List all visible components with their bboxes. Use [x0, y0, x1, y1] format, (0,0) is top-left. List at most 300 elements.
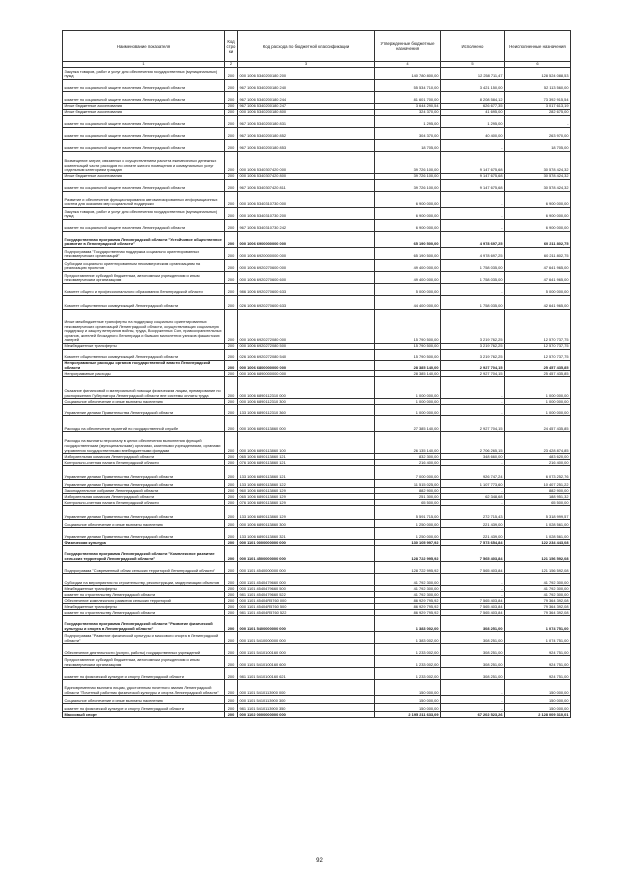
row-line-code: 200 [225, 454, 238, 460]
row-executed: 926 747,24 [441, 466, 505, 480]
row-executed: - [441, 592, 505, 598]
table-row [63, 520, 571, 528]
row-executed: 221 439,00 [441, 528, 505, 540]
row-executed: - [441, 460, 505, 466]
row-remaining: 6 900 000,00 [505, 208, 571, 220]
row-line-code: 200 [225, 310, 238, 344]
table-row [63, 260, 571, 272]
row-approved: 130 105 997,92 [375, 540, 441, 546]
row-budget-code: 000 1101 5410100160 600 [238, 656, 375, 668]
row-remaining: 1 028 561,00 [505, 520, 571, 528]
row-remaining: 79 364 392,08 [505, 610, 571, 616]
table-row [63, 192, 571, 208]
row-executed: 308 251,00 [441, 632, 505, 644]
header-row [63, 31, 571, 62]
page-number: 92 [316, 858, 323, 864]
row-executed: 2 927 704,15 [441, 416, 505, 432]
row-executed: - [441, 140, 505, 152]
row-line-code: 200 [225, 174, 238, 180]
row-executed: 308 251,00 [441, 616, 505, 632]
row-approved: 86 929 795,92 [375, 598, 441, 604]
table-row [63, 405, 571, 416]
row-name: Закупка товаров, работ и услуг для обеспечения государственных (муниципальных) нужд [63, 208, 225, 220]
table-row [63, 208, 571, 220]
row-line-code: 200 [225, 260, 238, 272]
table-row [63, 232, 571, 248]
row-approved: 86 929 795,92 [375, 610, 441, 616]
row-line-code: 200 [225, 371, 238, 377]
row-remaining: 52 113 560,00 [505, 80, 571, 92]
row-budget-code: 000 1102 0000000000 000 [238, 712, 375, 718]
row-name: Социальное обеспечение и иные выплаты населению [63, 696, 225, 704]
row-name: Массовый спорт [63, 712, 225, 718]
row-budget-code: 026 1006 6920270600 633 [238, 296, 375, 310]
row-line-code: 200 [225, 110, 238, 116]
row-remaining: 216 400,00 [505, 460, 571, 466]
col-index: 5 [441, 62, 505, 68]
table-row [63, 350, 571, 361]
row-name: Межбюджетные трансферты [63, 586, 225, 592]
row-budget-code: 000 1006 6920000000 000 [238, 248, 375, 260]
row-name: Оказание финансовой и материальной помощи физическим лицам, премирование по распоряжению Губернатора Ленинградской области вне системы оплаты труда [63, 377, 225, 399]
row-remaining: 924 751,00 [505, 644, 571, 656]
row-name: Законодательное собрание Ленинградской области [63, 488, 225, 494]
row-approved: 324 370,00 [375, 110, 441, 116]
row-remaining: 30 578 424,32 [505, 152, 571, 174]
row-line-code: 200 [225, 500, 238, 506]
row-remaining: 121 156 592,08 [505, 546, 571, 562]
row-line-code: 200 [225, 680, 238, 696]
row-budget-code: 000 1006 5340200180 200 [238, 68, 375, 80]
row-name: Комитет общественных коммуникаций Ленинградской области [63, 296, 225, 310]
row-executed: 67 202 523,26 [441, 712, 505, 718]
row-name: комитет по социальной защите населения Ленинградской области [63, 80, 225, 92]
row-budget-code: 000 1101 0000000000 000 [238, 540, 375, 546]
table-row [63, 220, 571, 232]
table-row [63, 704, 571, 712]
row-remaining: 1 074 751,00 [505, 616, 571, 632]
row-executed: - [441, 500, 505, 506]
row-line-code: 200 [225, 574, 238, 586]
row-approved: 216 400,00 [375, 460, 441, 466]
row-remaining: 6 073 252,76 [505, 466, 571, 480]
row-remaining: 5 000 000,00 [505, 284, 571, 296]
row-name: Возмещение затрат, связанных с осуществлением расчета ежемесячных денежных компенсаций части расходов по оплате жилого помещения и коммунальных услуг отдельным категориям граждан [63, 152, 225, 174]
table-row [63, 696, 571, 704]
row-executed: - [441, 284, 505, 296]
table-row [63, 644, 571, 656]
table-row [63, 562, 571, 574]
row-executed: 9 147 675,68 [441, 152, 505, 174]
row-executed: 308 251,00 [441, 668, 505, 680]
row-name: комитет по социальной защите населения Ленинградской области [63, 180, 225, 192]
row-remaining: 79 364 392,08 [505, 604, 571, 610]
row-executed: 2 927 704,15 [441, 371, 505, 377]
row-remaining: 30 578 424,32 [505, 174, 571, 180]
row-approved: 15 790 500,00 [375, 350, 441, 361]
row-line-code: 200 [225, 610, 238, 616]
row-budget-code: 000 1006 6890113860 300 [238, 520, 375, 528]
row-remaining: 30 578 424,32 [505, 180, 571, 192]
row-approved: 304 370,00 [375, 128, 441, 140]
row-remaining: 1 000 000,00 [505, 405, 571, 416]
row-budget-code: 000 1006 5340200180 800 [238, 110, 375, 116]
row-line-code: 200 [225, 540, 238, 546]
row-name: Контрольно-счетная палата Ленинградской области [63, 460, 225, 466]
row-line-code: 200 [225, 586, 238, 592]
row-line-code: 200 [225, 416, 238, 432]
row-name: комитет по строительству Ленинградской области [63, 592, 225, 598]
row-executed: - [441, 696, 505, 704]
row-remaining: 5 318 999,57 [505, 506, 571, 520]
row-budget-code: 000 1006 6900000000 000 [238, 232, 375, 248]
row-executed: - [441, 377, 505, 399]
row-budget-code: 000 1101 5410113900 300 [238, 696, 375, 704]
row-remaining: 25 457 435,85 [505, 361, 571, 371]
row-name: Расходы на выплаты персоналу в целях обеспечения выполнения функций государственными (муниципальными) органами, казенными учреждениями, органами управления государственными внебюджетными фондами [63, 432, 225, 454]
row-approved: 1 000 000,00 [375, 377, 441, 399]
row-remaining: 1 000 000,00 [505, 399, 571, 405]
row-name: Управление делами Правительства Ленинградской области [63, 405, 225, 416]
row-budget-code: 000 1006 6920270600 000 [238, 260, 375, 272]
row-line-code: 200 [225, 405, 238, 416]
row-remaining: 188 951,32 [505, 494, 571, 500]
row-budget-code: 960 1006 6890113860 129 [238, 488, 375, 494]
row-executed: - [441, 704, 505, 712]
row-budget-code: 065 1006 6890113860 121 [238, 454, 375, 460]
row-executed: 12 258 711,47 [441, 68, 505, 80]
row-executed: 3 421 150,00 [441, 80, 505, 92]
row-line-code: 200 [225, 284, 238, 296]
header-remaining: Неисполненные назначения [505, 31, 571, 62]
row-executed: 7 573 654,84 [441, 540, 505, 546]
row-remaining: 6 900 000,00 [505, 192, 571, 208]
row-executed: - [441, 488, 505, 494]
table-row [63, 546, 571, 562]
row-budget-code: 000 1006 5340310730 000 [238, 192, 375, 208]
row-line-code: 200 [225, 361, 238, 371]
table-row [63, 680, 571, 696]
row-line-code: 200 [225, 399, 238, 405]
row-name: комитет по строительству Ленинградской области [63, 610, 225, 616]
row-name: комитет по социальной защите населения Ленинградской области [63, 116, 225, 128]
col-index: 6 [505, 62, 571, 68]
row-remaining: 150 000,00 [505, 680, 571, 696]
row-remaining: 128 524 088,53 [505, 68, 571, 80]
table-row [63, 632, 571, 644]
table-row [63, 574, 571, 586]
row-budget-code: 967 1006 5340200180 853 [238, 140, 375, 152]
row-remaining: 10 407 251,22 [505, 480, 571, 488]
row-name: комитет по социальной защите населения Ленинградской области [63, 220, 225, 232]
row-budget-code: 000 1006 6800000000 000 [238, 361, 375, 371]
row-line-code: 200 [225, 192, 238, 208]
row-line-code: 200 [225, 80, 238, 92]
row-line-code: 200 [225, 232, 238, 248]
row-approved: 3 644 290,54 [375, 104, 441, 110]
row-budget-code: 000 1006 6890113860 100 [238, 432, 375, 454]
row-remaining: 924 751,00 [505, 668, 571, 680]
row-line-code: 200 [225, 598, 238, 604]
row-line-code: 200 [225, 480, 238, 488]
table-row [63, 248, 571, 260]
row-line-code: 200 [225, 632, 238, 644]
row-line-code: 200 [225, 616, 238, 632]
row-approved: 65 190 500,00 [375, 232, 441, 248]
row-line-code: 200 [225, 344, 238, 350]
row-approved: 128 722 995,92 [375, 546, 441, 562]
row-name: Физическая культура [63, 540, 225, 546]
row-name: Избирательная комиссия Ленинградской области [63, 454, 225, 460]
row-approved: 39 726 100,00 [375, 174, 441, 180]
row-executed: 2 927 704,15 [441, 361, 505, 371]
row-line-code: 200 [225, 704, 238, 712]
row-name: Непрограммные расходы [63, 371, 225, 377]
row-approved: 1 383 002,00 [375, 616, 441, 632]
row-line-code: 200 [225, 696, 238, 704]
row-name: комитет по физической культуре и спорту Ленинградской области [63, 704, 225, 712]
row-budget-code: 065 1006 6890113860 129 [238, 494, 375, 500]
row-executed: - [441, 574, 505, 586]
row-remaining: 121 156 592,08 [505, 562, 571, 574]
row-approved: 39 726 100,00 [375, 152, 441, 174]
col-index: 1 [63, 62, 225, 68]
table-row [63, 68, 571, 80]
row-line-code: 200 [225, 220, 238, 232]
row-line-code: 200 [225, 656, 238, 668]
row-remaining: 25 457 435,85 [505, 371, 571, 377]
row-name: Иные бюджетные ассигнования [63, 174, 225, 180]
row-remaining: 1 028 561,00 [505, 528, 571, 540]
row-line-code: 200 [225, 377, 238, 399]
row-budget-code: 000 1101 5400000000 000 [238, 616, 375, 632]
table-row [63, 152, 571, 174]
table-row [63, 92, 571, 104]
row-executed: - [441, 586, 505, 592]
row-name: Предоставление субсидий бюджетным, автономным учреждениям и иным некоммерческим организациям [63, 656, 225, 668]
row-budget-code: 000 1006 6890000000 000 [238, 371, 375, 377]
row-budget-code: 981 1101 45404R5760 522 [238, 610, 375, 616]
row-name: Иные бюджетные ассигнования [63, 110, 225, 116]
row-budget-code: 981 1101 5410100160 621 [238, 668, 375, 680]
row-remaining: 12 570 737,75 [505, 350, 571, 361]
row-name: Обеспечение комплексного развития сельских территорий [63, 598, 225, 604]
row-executed: 8 208 584,12 [441, 92, 505, 104]
row-approved: 5 591 715,00 [375, 506, 441, 520]
row-executed: 7 565 403,84 [441, 598, 505, 604]
row-name: Межбюджетные трансферты [63, 604, 225, 610]
row-approved: 1 250 000,00 [375, 520, 441, 528]
header-name: Наименование показателя [63, 31, 225, 62]
row-budget-code: 000 1101 5410000000 000 [238, 632, 375, 644]
row-name: комитет по физической культуре и спорту Ленинградской области [63, 668, 225, 680]
col-index: 4 [375, 62, 441, 68]
row-approved: 832 300,00 [375, 454, 441, 460]
row-remaining: 60 211 802,75 [505, 232, 571, 248]
row-executed: 7 565 403,84 [441, 562, 505, 574]
row-executed: 1 107 773,60 [441, 480, 505, 488]
row-approved: 11 515 025,00 [375, 480, 441, 488]
row-remaining: 1 000 000,00 [505, 377, 571, 399]
row-budget-code: 026 1006 6920272080 540 [238, 350, 375, 361]
table-row [63, 140, 571, 152]
row-approved: 81 601 700,00 [375, 92, 441, 104]
row-remaining: 263 970,00 [505, 128, 571, 140]
row-executed: 7 565 403,84 [441, 610, 505, 616]
row-executed: 1 295,00 [441, 116, 505, 128]
row-approved: 39 726 100,00 [375, 180, 441, 192]
row-approved: 44 400 000,00 [375, 296, 441, 310]
row-budget-code: 076 1006 6890113860 129 [238, 500, 375, 506]
row-name: Государственная программа Ленинградской области "Развитие физической культуры и спорта в Ленинградской области" [63, 616, 225, 632]
row-remaining: 3 017 613,19 [505, 104, 571, 110]
row-name: Государственная программа Ленинградской области "Комплексное развитие сельских территорий Ленинградской области" [63, 546, 225, 562]
row-line-code: 200 [225, 140, 238, 152]
row-approved: 1 233 002,00 [375, 668, 441, 680]
row-budget-code: 000 1101 4540000000 000 [238, 562, 375, 574]
table-row [63, 80, 571, 92]
row-line-code: 200 [225, 466, 238, 480]
row-line-code: 200 [225, 644, 238, 656]
row-executed: 41 695,00 [441, 110, 505, 116]
row-executed: 221 439,00 [441, 520, 505, 528]
row-line-code: 200 [225, 520, 238, 528]
row-line-code: 200 [225, 350, 238, 361]
row-executed: 9 147 675,68 [441, 180, 505, 192]
row-budget-code: 967 1006 5340310730 242 [238, 220, 375, 232]
row-approved: 882 900,00 [375, 488, 441, 494]
table-row [63, 310, 571, 344]
table-row [63, 296, 571, 310]
row-remaining: 6 900 000,00 [505, 220, 571, 232]
row-executed: - [441, 405, 505, 416]
row-name: Избирательная комиссия Ленинградской области [63, 494, 225, 500]
row-approved: 15 790 500,00 [375, 344, 441, 350]
row-approved: 1 000 000,00 [375, 405, 441, 416]
header-budget-code: Код расхода по бюджетной классификации [238, 31, 375, 62]
row-line-code: 200 [225, 152, 238, 174]
row-remaining: 73 392 915,54 [505, 92, 571, 104]
row-remaining: 42 641 965,00 [505, 296, 571, 310]
table-row [63, 668, 571, 680]
row-approved: 55 534 710,00 [375, 80, 441, 92]
row-line-code: 200 [225, 128, 238, 140]
row-budget-code: 000 1101 4500000000 000 [238, 546, 375, 562]
row-line-code: 200 [225, 180, 238, 192]
row-budget-code: 000 1101 45404R5760 000 [238, 598, 375, 604]
row-budget-code: 133 1006 6890113860 129 [238, 506, 375, 520]
row-remaining: 41 792 300,00 [505, 592, 571, 598]
row-name: Социальное обеспечение и иные выплаты населению [63, 520, 225, 528]
table-row [63, 284, 571, 296]
row-remaining: 882 900,00 [505, 488, 571, 494]
row-remaining: 60 211 802,75 [505, 248, 571, 260]
row-budget-code: 000 1101 45404R5760 500 [238, 604, 375, 610]
row-name: Единовременная выплата лицам, удостоенным почетного звания Ленинградской области "Почетный работник физической культуры и спорта Ленинградской области" [63, 680, 225, 696]
row-line-code: 200 [225, 604, 238, 610]
table-row [63, 361, 571, 371]
row-name: Непрограммные расходы органов государственной власти Ленинградской области [63, 361, 225, 371]
row-executed: 7 565 403,84 [441, 546, 505, 562]
row-budget-code: 981 1101 4540479660 522 [238, 592, 375, 598]
col-index: 3 [238, 62, 375, 68]
row-name: Социальное обеспечение и иные выплаты населению [63, 399, 225, 405]
table-row [63, 480, 571, 488]
row-remaining: 282 675,00 [505, 110, 571, 116]
row-budget-code: 967 1006 5340200180 247 [238, 104, 375, 110]
row-approved: 2 195 211 633,09 [375, 712, 441, 718]
row-budget-code: 133 1006 6890113860 321 [238, 528, 375, 540]
row-name: Межбюджетные трансферты [63, 344, 225, 350]
row-name: Предоставление субсидий бюджетным, автономным учреждениям и иным некоммерческим организациям [63, 272, 225, 284]
row-approved: 49 400 000,00 [375, 272, 441, 284]
row-budget-code: 000 1006 6920272080 500 [238, 344, 375, 350]
row-name: Подпрограмма "Развитие физической культуры и массового спорта в Ленинградской области" [63, 632, 225, 644]
col-index: 2 [225, 62, 238, 68]
row-name: комитет по социальной защите населения Ленинградской области [63, 128, 225, 140]
row-remaining: 150 000,00 [505, 696, 571, 704]
row-executed: - [441, 220, 505, 232]
row-approved: 7 000 000,00 [375, 466, 441, 480]
table-row [63, 416, 571, 432]
row-remaining: 122 234 443,08 [505, 540, 571, 546]
row-approved: 1 000 000,00 [375, 399, 441, 405]
row-approved: 6 900 000,00 [375, 220, 441, 232]
row-line-code: 200 [225, 712, 238, 718]
row-name: Комитет общего и профессионального образования Ленинградской области [63, 284, 225, 296]
row-remaining: 23 428 874,85 [505, 432, 571, 454]
row-remaining: 12 570 737,75 [505, 344, 571, 350]
row-budget-code: 133 1006 6890113860 121 [238, 466, 375, 480]
row-executed: - [441, 208, 505, 220]
row-name: Государственная программа Ленинградской области "Устойчивое общественное развитие в Ленинградской области" [63, 232, 225, 248]
row-name: Комитет общественных коммуникаций Ленинградской области [63, 350, 225, 361]
row-remaining: 65 500,00 [505, 500, 571, 506]
row-remaining: - [505, 116, 571, 128]
row-name: комитет по социальной защите населения Ленинградской области [63, 92, 225, 104]
row-name: Иные межбюджетные трансферты на поддержку социально ориентированных некоммерческих организаций Ленинградской области, осуществляющих социальную поддержку и защиту ветеранов войны, труда, Вооруженных Сил, правоохранительных органов, жителей блокадного Ленинграда и бывших малолетних узников фашистских лагерей [63, 310, 225, 344]
row-approved: 41 792 300,00 [375, 592, 441, 598]
row-budget-code: 967 1006 5340200180 244 [238, 92, 375, 104]
row-approved: 5 000 000,00 [375, 284, 441, 296]
row-approved: 251 300,00 [375, 494, 441, 500]
row-remaining: 47 641 965,00 [505, 272, 571, 284]
row-executed: 1 758 035,00 [441, 260, 505, 272]
row-name: Подпрограмма "Государственная поддержка социально ориентированных некоммерческих организаций" [63, 248, 225, 260]
row-executed: 1 758 035,00 [441, 272, 505, 284]
row-executed: 3 219 762,25 [441, 350, 505, 361]
row-name: Контрольно-счетная палата Ленинградской области [63, 500, 225, 506]
row-budget-code: 967 1006 5340200180 831 [238, 116, 375, 128]
row-name: Управление делами Правительства Ленинградской области [63, 466, 225, 480]
row-approved: 27 385 140,00 [375, 416, 441, 432]
row-budget-code: 000 1006 5340310730 200 [238, 208, 375, 220]
row-line-code: 200 [225, 208, 238, 220]
table-row [63, 180, 571, 192]
row-line-code: 200 [225, 116, 238, 128]
report-page [62, 30, 570, 718]
row-remaining: 24 457 435,85 [505, 416, 571, 432]
row-remaining: 924 751,00 [505, 656, 571, 668]
row-executed: 308 251,00 [441, 644, 505, 656]
row-line-code: 200 [225, 488, 238, 494]
row-approved: 150 000,00 [375, 680, 441, 696]
row-approved: 1 233 002,00 [375, 644, 441, 656]
row-line-code: 200 [225, 546, 238, 562]
table-row [63, 712, 571, 718]
row-approved: 28 385 140,00 [375, 371, 441, 377]
row-executed: 308 251,00 [441, 656, 505, 668]
